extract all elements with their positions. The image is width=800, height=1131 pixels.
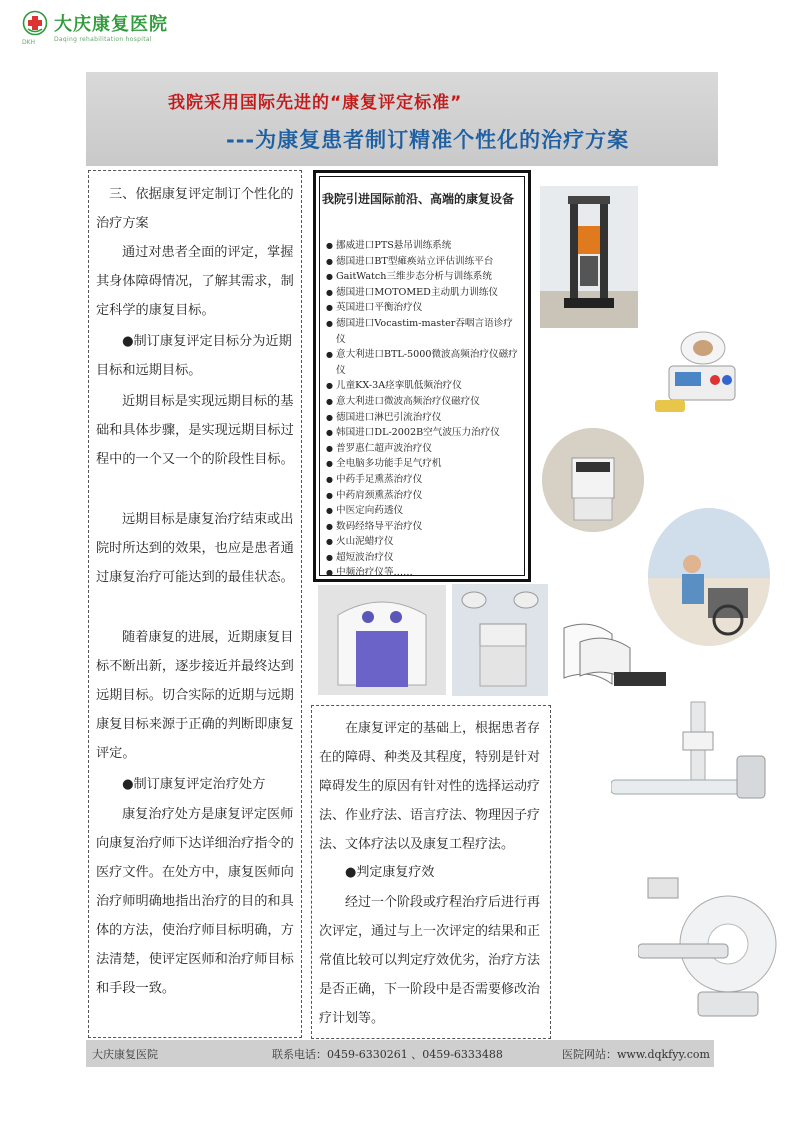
middle-paragraph-methods: 在康复评定的基础上，根据患者存在的障碍、种类及其程度，特别是针对障碍发生的原因有针对性的选择运动疗法、作业疗法、语言疗法、物理因子疗法、文体疗法以及康复工程疗法。	[319, 721, 541, 852]
ct-scanner-photo	[638, 874, 778, 1028]
equipment-item: ● 数码经络导平治疗仪	[322, 519, 522, 535]
left-bullet-targets: ●制订康复评定目标分为近期目标和远期目标。	[96, 334, 292, 378]
logo-hospital-name: 大庆康复医院	[54, 14, 168, 35]
equipment-item: ● 火山泥蜡疗仪	[322, 534, 522, 550]
equipment-item: ● 普罗惠仁超声波治疗仪	[322, 441, 522, 457]
equipment-list	[322, 238, 522, 581]
footer-hospital-name: 大庆康复医院	[92, 1048, 158, 1061]
middle-paragraph-efficacy: 经过一个阶段或疗程治疗后进行再次评定，通过与上一次评定的结果和正常值比较可以判定疗效优劣，治疗方法是否正确，下一阶段中是否需要修改治疗计划等。	[319, 895, 541, 1026]
cross-emblem-icon	[22, 10, 48, 36]
footer-website: 医院网站：www.dqkfyy.com	[562, 1048, 710, 1061]
left-paragraph-progress: 随着康复的进展，近期康复目标不断出新，逐步接近并最终达到远期目标。切合实际的近期与远期康复目标来源于正确的判断即康复评定。	[96, 630, 294, 761]
left-heading: 三、依据康复评定制订个性化的治疗方案	[96, 187, 294, 231]
equipment-item: ● 中药肩颈熏蒸治疗仪	[322, 488, 522, 504]
banner-title: 我院采用国际先进的“康复评定标准”	[168, 93, 463, 113]
xray-machine-photo	[611, 692, 779, 820]
equipment-title: 我院引进国际前沿、高端的康复设备	[322, 192, 515, 206]
equipment-item: ● 超短波治疗仪	[322, 550, 522, 566]
equipment-item: ● 意大利进口BTL-5000微波高频治疗仪磁疗仪	[322, 347, 522, 378]
steam-therapy-device-photo	[318, 585, 446, 695]
equipment-item: ● 中频治疗仪等……	[322, 565, 522, 581]
equipment-item: ● 儿童KX-3A痉挛肌低频治疗仪	[322, 378, 522, 394]
equipment-item: ● 意大利进口微波高频治疗仪磁疗仪	[322, 394, 522, 410]
equipment-item: ● 中药手足熏蒸治疗仪	[322, 472, 522, 488]
footer-phone: 联系电话：0459-6330261 、0459-6333488	[272, 1048, 503, 1061]
left-paragraph-1: 通过对患者全面的评定，掌握其身体障碍情况，了解其需求，制定科学的康复目标。	[96, 245, 294, 318]
equipment-item: ● 挪威进口PTS悬吊训练系统	[322, 238, 522, 254]
left-paragraph-prescription: 康复治疗处方是康复评定医师向康复治疗师下达详细治疗指令的医疗文件。在处方中，康复医师向治疗师明确地指出治疗的目的和具体的方法，使治疗师目标明确，方法清楚，使评定医师和治疗师目标和手段一致。	[96, 807, 294, 996]
footer-bar	[86, 1040, 714, 1067]
equipment-item: ● 中医定向药透仪	[322, 503, 522, 519]
therapy-device-photo	[655, 326, 743, 418]
electrotherapy-device-photo	[452, 584, 548, 696]
equipment-item: ● 德国进口淋巴引流治疗仪	[322, 410, 522, 426]
hospital-logo	[22, 8, 172, 52]
left-paragraph-long-term: 远期目标是康复治疗结束或出院时所达到的效果，也应是患者通过康复治疗可能达到的最佳状态。	[96, 512, 294, 585]
middle-bullet-efficacy: ●判定康复疗效	[345, 865, 435, 880]
equipment-item: ● GaitWatch三维步态分析与训练系统	[322, 269, 522, 285]
equipment-item: ● 德国进口BT型瘫痪站立评估训练平台	[322, 254, 522, 270]
equipment-item: ● 英国进口平衡治疗仪	[322, 300, 522, 316]
book-stack-icon	[558, 614, 670, 696]
left-paragraph-short-term: 近期目标是实现远期目标的基础和具体步骤，是实现远期目标过程中的一个又一个的阶段性目标。	[96, 394, 294, 467]
equipment-item: ● 德国进口MOTOMED主动肌力训练仪	[322, 285, 522, 301]
logo-english-name: Daqing rehabilitation hospital	[54, 36, 152, 43]
banner-subtitle: ---为康复患者制订精准个性化的治疗方案	[226, 128, 630, 152]
cart-device-photo	[542, 428, 644, 532]
suspension-trainer-photo	[540, 186, 638, 328]
equipment-item: ● 全电脑多功能手足气疗机	[322, 456, 522, 472]
equipment-item: ● 德国进口Vocastim-master吞咽言语诊疗仪	[322, 316, 522, 347]
logo-letters: DKH	[22, 39, 36, 46]
equipment-item: ● 韩国进口DL-2002B空气波压力治疗仪	[322, 425, 522, 441]
left-bullet-prescription: ●制订康复评定治疗处方	[122, 777, 266, 792]
